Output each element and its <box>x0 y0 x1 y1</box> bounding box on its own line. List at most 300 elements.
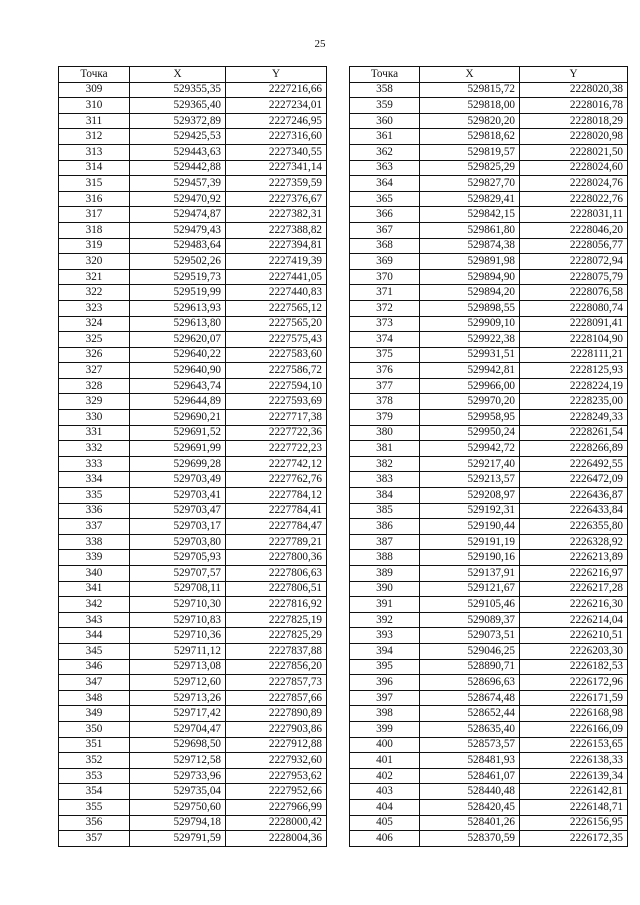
header-point: Точка <box>59 67 130 83</box>
x-coordinate-cell: 528440,48 <box>420 784 520 800</box>
y-coordinate-cell: 2227784,47 <box>226 519 327 535</box>
table-row <box>350 784 628 800</box>
y-coordinate-cell: 2227856,20 <box>226 659 327 675</box>
y-coordinate-cell: 2226328,92 <box>520 534 628 550</box>
table-row <box>59 176 327 192</box>
y-coordinate-cell: 2227341,14 <box>226 160 327 176</box>
y-coordinate-cell: 2227419,39 <box>226 254 327 270</box>
y-coordinate-cell: 2227575,43 <box>226 332 327 348</box>
x-coordinate-cell: 529355,35 <box>130 82 226 98</box>
y-coordinate-cell: 2228020,38 <box>520 82 628 98</box>
table-row <box>350 347 628 363</box>
y-coordinate-cell: 2227388,82 <box>226 222 327 238</box>
x-coordinate-cell: 529711,12 <box>130 643 226 659</box>
point-number-cell: 355 <box>59 799 130 815</box>
point-number-cell: 331 <box>59 425 130 441</box>
point-number-cell: 337 <box>59 519 130 535</box>
table-row <box>59 597 327 613</box>
point-number-cell: 328 <box>59 378 130 394</box>
y-coordinate-cell: 2227440,83 <box>226 285 327 301</box>
point-number-cell: 359 <box>350 98 420 114</box>
point-number-cell: 344 <box>59 628 130 644</box>
y-coordinate-cell: 2226168,98 <box>520 706 628 722</box>
y-coordinate-cell: 2227246,95 <box>226 113 327 129</box>
y-coordinate-cell: 2227952,66 <box>226 784 327 800</box>
table-row <box>350 643 628 659</box>
x-coordinate-cell: 529707,57 <box>130 566 226 582</box>
point-number-cell: 310 <box>59 98 130 114</box>
point-number-cell: 383 <box>350 472 420 488</box>
table-row <box>59 160 327 176</box>
y-coordinate-cell: 2227837,88 <box>226 643 327 659</box>
table-row <box>59 207 327 223</box>
x-coordinate-cell: 529894,20 <box>420 285 520 301</box>
table-row <box>350 675 628 691</box>
table-row <box>350 690 628 706</box>
x-coordinate-cell: 529613,93 <box>130 300 226 316</box>
y-coordinate-cell: 2227586,72 <box>226 363 327 379</box>
coordinates-table-right <box>349 66 628 847</box>
table-row <box>59 441 327 457</box>
y-coordinate-cell: 2228056,77 <box>520 238 628 254</box>
table-row <box>350 519 628 535</box>
table-row <box>59 737 327 753</box>
y-coordinate-cell: 2227234,01 <box>226 98 327 114</box>
y-coordinate-cell: 2227717,38 <box>226 410 327 426</box>
table-row <box>350 410 628 426</box>
x-coordinate-cell: 529713,26 <box>130 690 226 706</box>
point-number-cell: 323 <box>59 300 130 316</box>
x-coordinate-cell: 529710,36 <box>130 628 226 644</box>
y-coordinate-cell: 2227825,19 <box>226 612 327 628</box>
x-coordinate-cell: 529708,11 <box>130 581 226 597</box>
y-coordinate-cell: 2226171,59 <box>520 690 628 706</box>
point-number-cell: 343 <box>59 612 130 628</box>
y-coordinate-cell: 2227912,88 <box>226 737 327 753</box>
table-row <box>59 316 327 332</box>
y-coordinate-cell: 2228021,50 <box>520 144 628 160</box>
y-coordinate-cell: 2226156,95 <box>520 815 628 831</box>
y-coordinate-cell: 2228004,36 <box>226 831 327 847</box>
point-number-cell: 320 <box>59 254 130 270</box>
table-row <box>59 144 327 160</box>
point-number-cell: 404 <box>350 799 420 815</box>
point-number-cell: 352 <box>59 753 130 769</box>
table-row <box>350 815 628 831</box>
x-coordinate-cell: 529457,39 <box>130 176 226 192</box>
y-coordinate-cell: 2227382,31 <box>226 207 327 223</box>
point-number-cell: 374 <box>350 332 420 348</box>
x-coordinate-cell: 529620,07 <box>130 332 226 348</box>
table-row <box>350 566 628 582</box>
x-coordinate-cell: 529644,89 <box>130 394 226 410</box>
table-row <box>350 472 628 488</box>
x-coordinate-cell: 529931,51 <box>420 347 520 363</box>
y-coordinate-cell: 2227593,69 <box>226 394 327 410</box>
y-coordinate-cell: 2228261,54 <box>520 425 628 441</box>
y-coordinate-cell: 2226203,30 <box>520 643 628 659</box>
y-coordinate-cell: 2226138,33 <box>520 753 628 769</box>
y-coordinate-cell: 2226139,34 <box>520 768 628 784</box>
point-number-cell: 356 <box>59 815 130 831</box>
table-row <box>59 643 327 659</box>
x-coordinate-cell: 529818,62 <box>420 129 520 145</box>
x-coordinate-cell: 529891,98 <box>420 254 520 270</box>
x-coordinate-cell: 529958,95 <box>420 410 520 426</box>
point-number-cell: 332 <box>59 441 130 457</box>
x-coordinate-cell: 529703,80 <box>130 534 226 550</box>
table-row <box>350 581 628 597</box>
table-row <box>350 316 628 332</box>
x-coordinate-cell: 529750,60 <box>130 799 226 815</box>
y-coordinate-cell: 2227890,89 <box>226 706 327 722</box>
y-coordinate-cell: 2228111,21 <box>520 347 628 363</box>
table-row <box>350 269 628 285</box>
point-number-cell: 384 <box>350 488 420 504</box>
y-coordinate-cell: 2227565,12 <box>226 300 327 316</box>
table-row <box>59 394 327 410</box>
point-number-cell: 394 <box>350 643 420 659</box>
x-coordinate-cell: 529089,37 <box>420 612 520 628</box>
table-row <box>59 534 327 550</box>
x-coordinate-cell: 529966,00 <box>420 378 520 394</box>
table-row <box>59 300 327 316</box>
point-number-cell: 405 <box>350 815 420 831</box>
point-number-cell: 357 <box>59 831 130 847</box>
page-number: 25 <box>314 38 326 50</box>
x-coordinate-cell: 529483,64 <box>130 238 226 254</box>
x-coordinate-cell: 529213,57 <box>420 472 520 488</box>
y-coordinate-cell: 2228016,78 <box>520 98 628 114</box>
point-number-cell: 336 <box>59 503 130 519</box>
point-number-cell: 342 <box>59 597 130 613</box>
x-coordinate-cell: 529942,72 <box>420 441 520 457</box>
point-number-cell: 382 <box>350 456 420 472</box>
table-row <box>59 488 327 504</box>
y-coordinate-cell: 2227903,86 <box>226 721 327 737</box>
point-number-cell: 379 <box>350 410 420 426</box>
y-coordinate-cell: 2226216,97 <box>520 566 628 582</box>
table-row <box>59 690 327 706</box>
x-coordinate-cell: 529372,89 <box>130 113 226 129</box>
x-coordinate-cell: 529703,17 <box>130 519 226 535</box>
point-number-cell: 309 <box>59 82 130 98</box>
table-row <box>59 191 327 207</box>
y-coordinate-cell: 2227394,81 <box>226 238 327 254</box>
table-row <box>59 503 327 519</box>
x-coordinate-cell: 529710,83 <box>130 612 226 628</box>
y-coordinate-cell: 2228000,42 <box>226 815 327 831</box>
table-row <box>59 612 327 628</box>
x-coordinate-cell: 529874,38 <box>420 238 520 254</box>
y-coordinate-cell: 2226210,51 <box>520 628 628 644</box>
table-row <box>350 550 628 566</box>
table-row <box>59 269 327 285</box>
x-coordinate-cell: 529191,19 <box>420 534 520 550</box>
header-x: X <box>420 67 520 83</box>
x-coordinate-cell: 529827,70 <box>420 176 520 192</box>
point-number-cell: 324 <box>59 316 130 332</box>
y-coordinate-cell: 2228024,76 <box>520 176 628 192</box>
table-row <box>350 332 628 348</box>
y-coordinate-cell: 2226492,55 <box>520 456 628 472</box>
point-number-cell: 387 <box>350 534 420 550</box>
table-row <box>350 300 628 316</box>
x-coordinate-cell: 529942,81 <box>420 363 520 379</box>
table-row <box>350 191 628 207</box>
x-coordinate-cell: 528674,48 <box>420 690 520 706</box>
x-coordinate-cell: 529190,16 <box>420 550 520 566</box>
point-number-cell: 317 <box>59 207 130 223</box>
table-row <box>59 799 327 815</box>
table-row <box>59 784 327 800</box>
table-row <box>350 363 628 379</box>
table-row <box>350 425 628 441</box>
x-coordinate-cell: 529815,72 <box>420 82 520 98</box>
y-coordinate-cell: 2228125,93 <box>520 363 628 379</box>
y-coordinate-cell: 2227340,55 <box>226 144 327 160</box>
point-number-cell: 400 <box>350 737 420 753</box>
y-coordinate-cell: 2227816,92 <box>226 597 327 613</box>
point-number-cell: 378 <box>350 394 420 410</box>
table-row <box>350 285 628 301</box>
point-number-cell: 392 <box>350 612 420 628</box>
point-number-cell: 367 <box>350 222 420 238</box>
x-coordinate-cell: 529046,25 <box>420 643 520 659</box>
point-number-cell: 345 <box>59 643 130 659</box>
y-coordinate-cell: 2228080,74 <box>520 300 628 316</box>
table-row <box>350 456 628 472</box>
header-y: Y <box>520 67 628 83</box>
table-row <box>350 799 628 815</box>
table-row <box>350 82 628 98</box>
y-coordinate-cell: 2227800,36 <box>226 550 327 566</box>
point-number-cell: 403 <box>350 784 420 800</box>
point-number-cell: 333 <box>59 456 130 472</box>
x-coordinate-cell: 529640,22 <box>130 347 226 363</box>
x-coordinate-cell: 529861,80 <box>420 222 520 238</box>
x-coordinate-cell: 529950,24 <box>420 425 520 441</box>
table-row <box>59 628 327 644</box>
y-coordinate-cell: 2227762,76 <box>226 472 327 488</box>
y-coordinate-cell: 2228024,60 <box>520 160 628 176</box>
x-coordinate-cell: 529690,21 <box>130 410 226 426</box>
y-coordinate-cell: 2227583,60 <box>226 347 327 363</box>
x-coordinate-cell: 529479,43 <box>130 222 226 238</box>
table-row <box>59 472 327 488</box>
y-coordinate-cell: 2227932,60 <box>226 753 327 769</box>
y-coordinate-cell: 2228018,29 <box>520 113 628 129</box>
table-row <box>59 721 327 737</box>
point-number-cell: 401 <box>350 753 420 769</box>
y-coordinate-cell: 2227722,23 <box>226 441 327 457</box>
point-number-cell: 371 <box>350 285 420 301</box>
y-coordinate-cell: 2228076,58 <box>520 285 628 301</box>
table-row <box>350 628 628 644</box>
point-number-cell: 373 <box>350 316 420 332</box>
x-coordinate-cell: 529703,47 <box>130 503 226 519</box>
point-number-cell: 365 <box>350 191 420 207</box>
x-coordinate-cell: 529217,40 <box>420 456 520 472</box>
header-point: Точка <box>350 67 420 83</box>
x-coordinate-cell: 529073,51 <box>420 628 520 644</box>
point-number-cell: 361 <box>350 129 420 145</box>
x-coordinate-cell: 529137,91 <box>420 566 520 582</box>
point-number-cell: 339 <box>59 550 130 566</box>
x-coordinate-cell: 529970,20 <box>420 394 520 410</box>
y-coordinate-cell: 2226166,09 <box>520 721 628 737</box>
table-row <box>59 285 327 301</box>
y-coordinate-cell: 2226153,65 <box>520 737 628 753</box>
table-row <box>350 831 628 847</box>
point-number-cell: 329 <box>59 394 130 410</box>
table-row <box>59 222 327 238</box>
point-number-cell: 349 <box>59 706 130 722</box>
y-coordinate-cell: 2226182,53 <box>520 659 628 675</box>
x-coordinate-cell: 529819,57 <box>420 144 520 160</box>
point-number-cell: 377 <box>350 378 420 394</box>
point-number-cell: 391 <box>350 597 420 613</box>
point-number-cell: 364 <box>350 176 420 192</box>
x-coordinate-cell: 529691,99 <box>130 441 226 457</box>
y-coordinate-cell: 2228046,20 <box>520 222 628 238</box>
point-number-cell: 348 <box>59 690 130 706</box>
point-number-cell: 350 <box>59 721 130 737</box>
table-row <box>59 581 327 597</box>
point-number-cell: 321 <box>59 269 130 285</box>
table-row <box>59 550 327 566</box>
table-row <box>350 160 628 176</box>
point-number-cell: 334 <box>59 472 130 488</box>
table-row <box>350 113 628 129</box>
table-row <box>59 753 327 769</box>
y-coordinate-cell: 2227806,51 <box>226 581 327 597</box>
point-number-cell: 363 <box>350 160 420 176</box>
y-coordinate-cell: 2226436,87 <box>520 488 628 504</box>
table-row <box>59 815 327 831</box>
point-number-cell: 330 <box>59 410 130 426</box>
y-coordinate-cell: 2226216,30 <box>520 597 628 613</box>
x-coordinate-cell: 529922,38 <box>420 332 520 348</box>
x-coordinate-cell: 529894,90 <box>420 269 520 285</box>
y-coordinate-cell: 2227857,73 <box>226 675 327 691</box>
table-row <box>59 519 327 535</box>
x-coordinate-cell: 529470,92 <box>130 191 226 207</box>
x-coordinate-cell: 529699,28 <box>130 456 226 472</box>
y-coordinate-cell: 2228091,41 <box>520 316 628 332</box>
x-coordinate-cell: 529703,49 <box>130 472 226 488</box>
y-coordinate-cell: 2227316,60 <box>226 129 327 145</box>
y-coordinate-cell: 2227825,29 <box>226 628 327 644</box>
x-coordinate-cell: 528370,59 <box>420 831 520 847</box>
table-header-row <box>59 67 327 83</box>
table-row <box>59 456 327 472</box>
x-coordinate-cell: 529519,99 <box>130 285 226 301</box>
point-number-cell: 381 <box>350 441 420 457</box>
y-coordinate-cell: 2226472,09 <box>520 472 628 488</box>
x-coordinate-cell: 528696,63 <box>420 675 520 691</box>
point-number-cell: 341 <box>59 581 130 597</box>
table-row <box>59 238 327 254</box>
x-coordinate-cell: 529842,15 <box>420 207 520 223</box>
table-row <box>59 831 327 847</box>
point-number-cell: 315 <box>59 176 130 192</box>
y-coordinate-cell: 2226217,28 <box>520 581 628 597</box>
table-row <box>350 176 628 192</box>
x-coordinate-cell: 529820,20 <box>420 113 520 129</box>
x-coordinate-cell: 529791,59 <box>130 831 226 847</box>
table-row <box>350 488 628 504</box>
point-number-cell: 397 <box>350 690 420 706</box>
point-number-cell: 402 <box>350 768 420 784</box>
point-number-cell: 380 <box>350 425 420 441</box>
point-number-cell: 370 <box>350 269 420 285</box>
table-row <box>59 768 327 784</box>
point-number-cell: 354 <box>59 784 130 800</box>
y-coordinate-cell: 2226172,96 <box>520 675 628 691</box>
point-number-cell: 366 <box>350 207 420 223</box>
x-coordinate-cell: 529712,58 <box>130 753 226 769</box>
table-row <box>350 129 628 145</box>
table-row <box>59 129 327 145</box>
table-row <box>350 737 628 753</box>
x-coordinate-cell: 529425,53 <box>130 129 226 145</box>
point-number-cell: 385 <box>350 503 420 519</box>
table-row <box>350 222 628 238</box>
point-number-cell: 318 <box>59 222 130 238</box>
point-number-cell: 325 <box>59 332 130 348</box>
y-coordinate-cell: 2227953,62 <box>226 768 327 784</box>
point-number-cell: 395 <box>350 659 420 675</box>
point-number-cell: 399 <box>350 721 420 737</box>
y-coordinate-cell: 2227722,36 <box>226 425 327 441</box>
table-row <box>59 113 327 129</box>
x-coordinate-cell: 529190,44 <box>420 519 520 535</box>
point-number-cell: 406 <box>350 831 420 847</box>
y-coordinate-cell: 2228022,76 <box>520 191 628 207</box>
x-coordinate-cell: 528635,40 <box>420 721 520 737</box>
point-number-cell: 389 <box>350 566 420 582</box>
x-coordinate-cell: 529898,55 <box>420 300 520 316</box>
y-coordinate-cell: 2227806,63 <box>226 566 327 582</box>
table-row <box>59 659 327 675</box>
x-coordinate-cell: 529474,87 <box>130 207 226 223</box>
table-row <box>59 566 327 582</box>
point-number-cell: 340 <box>59 566 130 582</box>
x-coordinate-cell: 528481,93 <box>420 753 520 769</box>
y-coordinate-cell: 2228235,00 <box>520 394 628 410</box>
point-number-cell: 369 <box>350 254 420 270</box>
x-coordinate-cell: 528890,71 <box>420 659 520 675</box>
x-coordinate-cell: 529818,00 <box>420 98 520 114</box>
y-coordinate-cell: 2227594,10 <box>226 378 327 394</box>
x-coordinate-cell: 529710,30 <box>130 597 226 613</box>
table-row <box>59 378 327 394</box>
y-coordinate-cell: 2228072,94 <box>520 254 628 270</box>
point-number-cell: 353 <box>59 768 130 784</box>
table-row <box>59 82 327 98</box>
table-row <box>350 238 628 254</box>
point-number-cell: 346 <box>59 659 130 675</box>
x-coordinate-cell: 529712,60 <box>130 675 226 691</box>
x-coordinate-cell: 529713,08 <box>130 659 226 675</box>
x-coordinate-cell: 528401,26 <box>420 815 520 831</box>
table-header-row <box>350 67 628 83</box>
y-coordinate-cell: 2227565,20 <box>226 316 327 332</box>
x-coordinate-cell: 529613,80 <box>130 316 226 332</box>
table-row <box>350 378 628 394</box>
table-row <box>350 254 628 270</box>
